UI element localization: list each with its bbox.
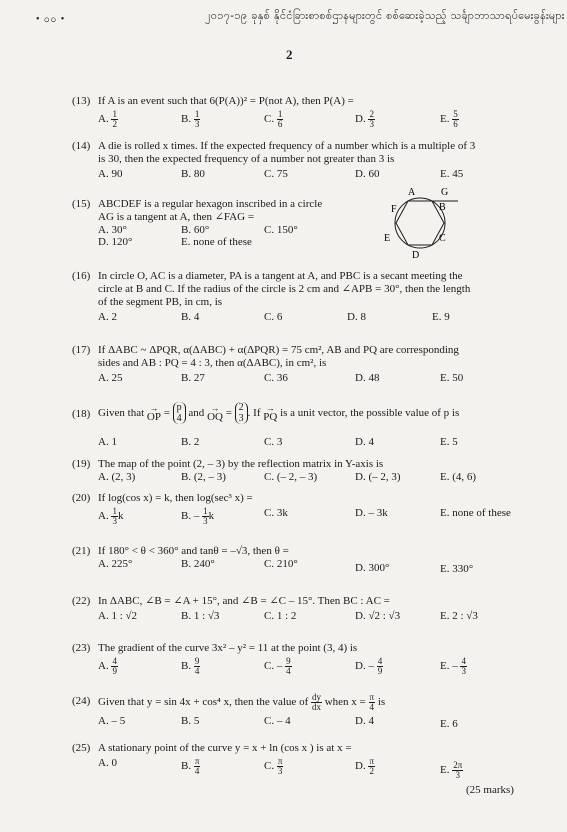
option-e: E. 330° [440,563,474,575]
option-d: D. $\frac{\pi}{2}$ [355,756,374,776]
option-a: A. 1 : √2 [98,610,138,622]
option-c: C. 6 [264,311,283,323]
matrix-oq: 2 3 [235,402,248,424]
label-c: C [439,233,446,244]
option-a: A. $\frac{4}{9}$ [98,656,117,676]
label-g: G [441,187,449,198]
label-d: D [412,250,420,261]
option-e: E. $\frac{5}{6}$ [440,109,458,129]
option-e: E. 9 [432,311,450,323]
option-c: C. 150° [264,224,298,236]
option-b: B. – $\frac{1}{3}$ k [181,506,215,526]
option-d: D. 48 [355,372,380,384]
option-d: D. – 3k [355,507,388,519]
option-d: D. 300° [355,562,390,574]
vector-oq: → OQ [207,403,223,423]
option-d: D. 4 [355,715,374,727]
vector-op: → OP [146,403,161,423]
option-c: C. – $\frac{9}{4}$ [264,656,291,676]
option-b: B. $\frac{1}{3}$ [181,109,200,129]
option-e: E. 45 [440,168,464,180]
option-e: E. 6 [440,718,458,730]
option-c: C. 36 [264,372,288,384]
option-b: B. 27 [181,372,205,384]
label-b: B [439,202,446,213]
option-c: C. – 4 [264,715,291,727]
question-24: (24) Given that y = sin 4x + cos⁴ x, then the value of $\frac{dy}{dx}$ when x = $\frac{\pi}{4}$ is A. – 5 B. 5 C. – 4 D. 4 E. 6 [72,691,458,730]
option-b: B. 5 [181,715,200,727]
header-left: • ၀၀ • [36,14,66,25]
option-d: D. $\frac{2}{3}$ [355,109,374,129]
option-d: D. (– 2, 3) [355,471,401,483]
option-c: C. (– 2, – 3) [264,471,318,483]
option-a: A. (2, 3) [98,471,136,483]
option-d: D. √2 : √3 [355,610,401,622]
option-b: B. 2 [181,436,200,448]
option-c: C. 75 [264,168,288,180]
label-e: E [384,233,391,244]
question-14: (14) A die is rolled x times. If the expected frequency of a number which is a multiple of 3 is 30, then the expected frequency of a number not greater than 3 is A. 90 B. 80 C. 75 D. 60 E. 45 [72,140,476,180]
option-c: C. 3 [264,436,283,448]
option-c: C. 210° [264,558,298,570]
label-a: A [408,187,416,198]
option-c: C. $\frac{1}{6}$ [264,109,283,129]
option-b: B. 1 : √3 [181,610,220,622]
option-a: A. $\frac{1}{2}$ [98,109,117,129]
option-a: A. 225° [98,558,133,570]
label-f: F [391,204,397,215]
matrix-op: p 4 [173,402,186,424]
option-e: E. 5 [440,436,458,448]
question-23: (23) The gradient of the curve 3x² – y² = 11 at the point (3, 4) is A. $\frac{4}{9}$ B. $\frac{9}{4}$ C. – $\frac{9}{4}$ D. – $\frac{4}{9}$ E. – $\frac{4}{3}$ [72,642,466,676]
option-a: A. – 5 [98,715,126,727]
option-e: E. none of these [440,507,511,519]
option-d: D. 4 [355,436,374,448]
option-c: C. 1 : 2 [264,610,297,622]
question-18: (18) Given that → OP = p 4 and → OQ = 2 3 . If → PQ is a unit vector, the possible value of p is A. 1 B. 2 C. 3 D. 4 E. 5 [72,402,460,448]
question-25: (25) A stationary point of the curve y = x + ln (cos x ) is at x = A. 0 B. $\frac{\pi}{4}$ C. $\frac{\pi}{3}$ D. $\frac{\pi}{2}$ E. $\frac{2\pi}{3}$ [72,742,463,780]
option-b: B. (2, – 3) [181,471,226,483]
option-b: B. 80 [181,168,205,180]
option-d: D. – $\frac{4}{9}$ [355,656,383,676]
option-b: B. $\frac{\pi}{4}$ [181,756,200,776]
option-b: B. 4 [181,311,200,323]
question-16: (16) In circle O, AC is a diameter, PA is a tangent at A, and PBC is a secant meeting the circle at B and C. If the radius of the circle is 2 cm and ∠APB = 30°, then the length of the segment PB, in cm, is A. 2 B. 4 C. 6 D. 8 E. 9 [72,270,471,323]
question-15: (15) ABCDEF is a regular hexagon inscribed in a circle AG is a tangent at A, then ∠FAG = A. 30° B. 60° C. 150° D. 120° E. none of these [72,198,323,248]
option-e: E. 50 [440,372,464,384]
pi-over-four: $\frac{\pi}{4}$ [369,691,375,712]
option-a: A. 90 [98,168,123,180]
option-a: A. 30° [98,224,127,236]
option-e: E. none of these [181,236,252,248]
option-e: E. 2 : √3 [440,610,478,622]
hexagon-figure [378,183,458,261]
option-e: E. $\frac{2\pi}{3}$ [440,760,463,780]
question-17: (17) If ΔABC ~ ΔPQR, α(ΔABC) + α(ΔPQR) = 75 cm², AB and PQ are corresponding sides and AB : PQ = 4 : 3, then α(ΔABC), in cm², is A. 25 B. 27 C. 36 D. 48 E. 50 [72,344,464,384]
vector-pq: → PQ [263,403,278,423]
option-e: E. – $\frac{4}{3}$ [440,656,466,676]
question-13: (13) If A is an event such that 6(P(A))² = P(not A), then P(A) = A. $\frac{1}{2}$ B. $\frac{1}{3}$ C. $\frac{1}{6}$ D. $\frac{2}{3}$ E. $\frac{5}{6}$ [72,95,458,129]
option-a: A. 2 [98,311,117,323]
option-e: E. (4, 6) [440,471,477,483]
option-d: D. 8 [347,311,366,323]
option-d: D. 60 [355,168,380,180]
total-marks: (25 marks) [466,784,514,796]
option-c: C. 3k [264,507,288,519]
option-a: A. $\frac{1}{3}$ k [98,506,124,526]
option-d: D. 120° [98,236,133,248]
header-title: ၂၀၁၇-၁၉ ခုနှစ် နိုင်ငံခြားစာစစ်ဌာနများတွင် စစ်ဆေးခဲ့သည့် သင်္ချာဘာသာရပ်မေးခွန်းများ [205,9,565,22]
option-b: B. 240° [181,558,215,570]
page-number: 2 [286,47,293,62]
option-a: A. 25 [98,372,123,384]
option-b: B. 60° [181,224,210,236]
option-b: B. $\frac{9}{4}$ [181,656,200,676]
question-19: (19) The map of the point (2, – 3) by the reflection matrix in Y-axis is A. (2, 3) B. (2, – 3) C. (– 2, – 3) D. (– 2, 3) E. (4, 6) [72,458,477,483]
option-a: A. 0 [98,757,117,769]
question-21: (21) If 180° < θ < 360° and tanθ = –√3, then θ = A. 225° B. 240° C. 210° D. 300° E. 330° [72,545,474,575]
question-20: (20) If log(cos x) = k, then log(sec³ x) = A. $\frac{1}{3}$ k B. – $\frac{1}{3}$ k C. 3k D. – 3k E. none of these [72,492,511,526]
derivative-fraction: $\frac{dy}{dx}$ [311,691,321,712]
option-a: A. 1 [98,436,117,448]
option-c: C. $\frac{\pi}{3}$ [264,756,283,776]
question-22: (22) In ΔABC, ∠B = ∠A + 15°, and ∠B = ∠C – 15°. Then BC : AC = A. 1 : √2 B. 1 : √3 C. 1 : 2 D. √2 : √3 E. 2 : √3 [72,595,478,622]
